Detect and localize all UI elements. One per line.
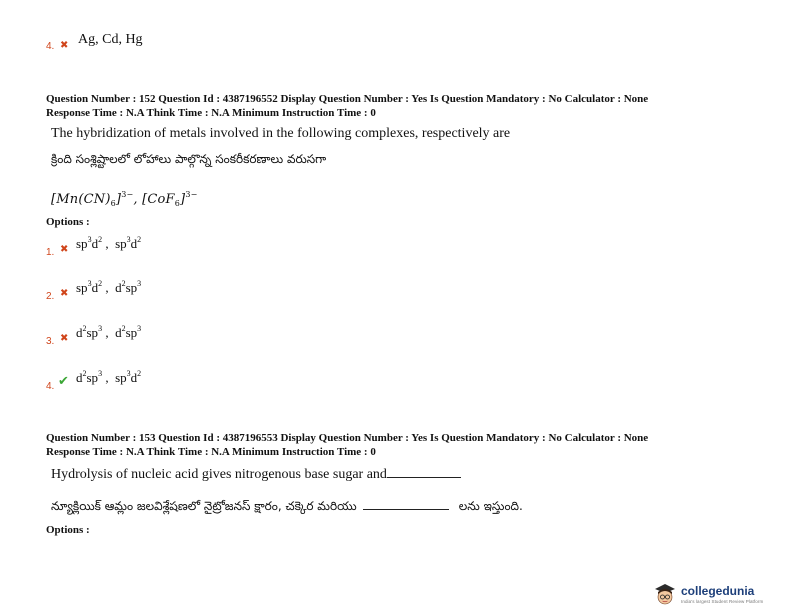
question-meta-line2: Response Time : N.A Think Time : N.A Minimum Instruction Time : 0 [46, 107, 376, 119]
check-mark-icon: ✔ [58, 374, 69, 389]
question-text-telugu: న్యూక్లియిక్ ఆమ్లం జలవిశ్లేషణలో నైట్రోజనస్ క్షారం, చక్కెర మరియు లను ఇస్తుంది. [51, 499, 523, 513]
formula-superscript: 3− [121, 190, 134, 199]
option-number: 4. [46, 381, 55, 392]
cross-mark-icon: ✖ [60, 288, 69, 299]
option-text: $sp^3d^2$ , $d^2sp^3$ [76, 279, 142, 295]
option-number: 4. [46, 41, 55, 52]
graduate-mascot-icon [652, 581, 678, 607]
answer-blank [387, 465, 461, 478]
complex-formula [51, 192, 198, 207]
option-text: $d^2sp^3$ , $d^2sp^3$ [76, 324, 142, 340]
logo-tagline: India's largest Student Review Platform [681, 599, 764, 604]
formula-subscript: 6 [110, 199, 116, 208]
question-text-english: Hydrolysis of nucleic acid gives nitrogenous base sugar and [51, 465, 461, 483]
formula-separator: , [133, 192, 143, 207]
question-text-english: The hybridization of metals involved in the following complexes, respectively are [51, 126, 511, 141]
option-text: $sp^3d^2$ , $sp^3d^2$ [76, 235, 142, 251]
formula-part: ] [115, 192, 122, 207]
option-number: 3. [46, 336, 55, 347]
formula-part: ] [180, 192, 186, 207]
question-meta-line1: Question Number : 152 Question Id : 4387196552 Display Question Number : Yes Is Question Mandatory : No Calculator : None [46, 93, 649, 105]
formula-superscript: 3− [185, 190, 198, 199]
question-meta-line1: Question Number : 153 Question Id : 4387196553 Display Question Number : Yes Is Question Mandatory : No Calculator : None [46, 432, 649, 444]
option-text: $d^2sp^3$ , $sp^3d^2$ [76, 369, 142, 385]
option-text: Ag, Cd, Hg [78, 32, 143, 47]
options-label: Options : [46, 524, 90, 536]
cross-mark-icon: ✖ [60, 40, 69, 51]
cross-mark-icon: ✖ [60, 244, 69, 255]
question-meta-line2: Response Time : N.A Think Time : N.A Minimum Instruction Time : 0 [46, 446, 376, 458]
cross-mark-icon: ✖ [60, 333, 69, 344]
option-number: 2. [46, 291, 55, 302]
answer-blank [363, 497, 449, 510]
formula-subscript: 6 [174, 199, 181, 208]
options-label: Options : [46, 216, 90, 228]
option-number: 1. [46, 247, 55, 258]
logo-name: collegedunia [681, 584, 755, 598]
question-text-telugu: క్రింది సంశ్లిష్టాలలో లోహాలు పాల్గొన్న సంకరీకరణాలు వరుసగా [51, 152, 327, 166]
formula-part: [CoF [142, 192, 175, 207]
collegedunia-logo [652, 581, 763, 607]
formula-part: [Mn(CN) [51, 192, 111, 207]
